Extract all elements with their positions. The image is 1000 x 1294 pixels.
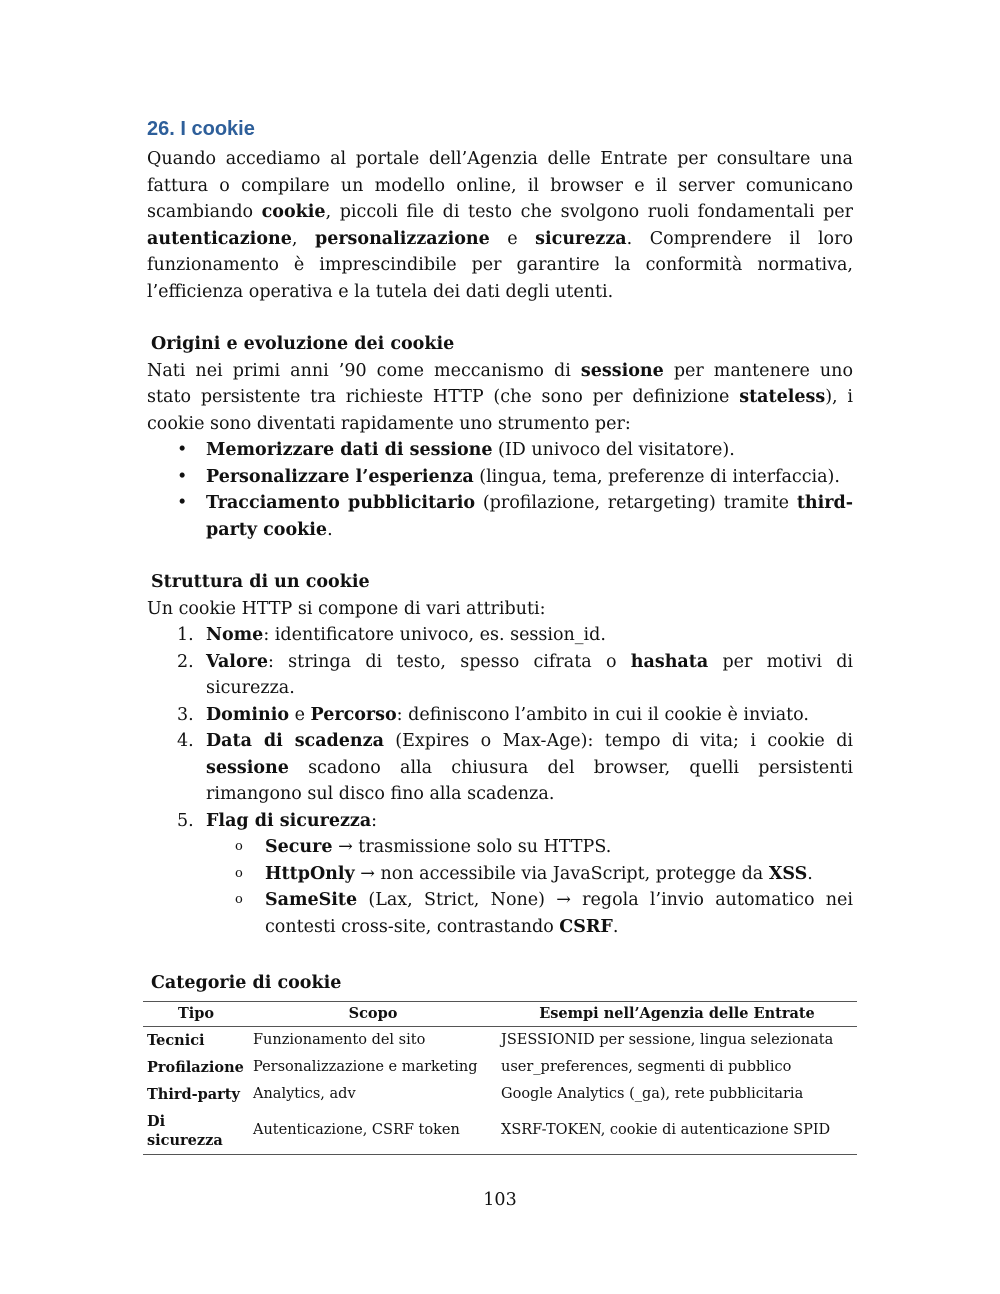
document-page xyxy=(147,116,853,1155)
table-cell: Autenticazione, CSRF token xyxy=(249,1108,497,1155)
table-cell: user_preferences, segmenti di pubblico xyxy=(501,1058,792,1075)
list-item: 1. Nome: identificatore univoco, es. session_id. xyxy=(177,625,606,645)
list-item: 3. Dominio e Percorso: definiscono l’ambito in cui il cookie è inviato. xyxy=(177,704,809,725)
list-item: 4. Data di scadenza (Expires o Max-Age): tempo di vita; i cookie di sessione scadono alla chiusura del browser, quelli persistenti rimangono sul disco fino alla scadenza. xyxy=(177,731,853,804)
security-flags-list xyxy=(147,834,853,940)
list-item: o Secure → trasmissione solo su HTTPS. xyxy=(147,834,853,861)
table-row xyxy=(143,1054,857,1081)
section-title: 26. I cookie xyxy=(147,118,255,140)
categories-table xyxy=(143,1001,857,1155)
structure-intro: Un cookie HTTP si compone di vari attributi: xyxy=(147,598,546,619)
list-item: • Personalizzare l’esperienza (lingua, tema, preferenze di interfaccia). xyxy=(147,464,853,491)
intro-paragraph: Quando accediamo al portale dell’Agenzia delle Entrate per consultare una fattura o compilare un modello online, il browser e il server comunicano scambiando cookie, piccoli file di testo che svolgono ruoli fondamentali per autenticazione, personalizzazione e sicurezza. Comprendere il loro funzionamento è imprescindibile per garantire la conformità normativa, l’efficienza operativa e la tutela dei dati degli utenti. xyxy=(147,149,853,302)
origins-heading: Origini e evoluzione dei cookie xyxy=(151,334,455,354)
structure-numbered-list xyxy=(147,622,853,834)
table-cell: Google Analytics (_ga), rete pubblicitaria xyxy=(501,1085,804,1102)
table-cell: Tecnici xyxy=(147,1031,205,1049)
table-cell: JSESSIONID per sessione, lingua selezionata xyxy=(501,1031,834,1048)
table-cell: Personalizzazione e marketing xyxy=(253,1058,478,1075)
origins-bullet-list xyxy=(147,437,853,543)
origins-paragraph: Nati nei primi anni ’90 come meccanismo di sessione per mantenere uno stato persistente tra richieste HTTP (che sono per definizione stateless), i cookie sono diventati rapidamente uno strumento per: xyxy=(147,360,853,434)
list-item: • Memorizzare dati di sessione (ID univoco del visitatore). xyxy=(147,437,853,464)
column-header: Scopo xyxy=(249,1001,497,1026)
list-item: o SameSite (Lax, Strict, None) → regola l’invio automatico nei contesti cross-site, contrastando CSRF. xyxy=(147,887,853,940)
table-cell: Di sicurezza xyxy=(143,1108,249,1155)
table-row xyxy=(143,1081,857,1108)
table-cell: Profilazione xyxy=(147,1058,244,1076)
table-cell: XSRF-TOKEN, cookie di autenticazione SPID xyxy=(497,1108,857,1155)
table-cell: Funzionamento del sito xyxy=(253,1031,426,1048)
table-row xyxy=(143,1108,857,1155)
categories-heading: Categorie di cookie xyxy=(151,973,342,993)
list-item: • Tracciamento pubblicitario (profilazione, retargeting) tramite third-party cookie. xyxy=(147,490,853,543)
list-item: 5. Flag di sicurezza: xyxy=(177,810,378,831)
list-item: o HttpOnly → non accessibile via JavaScript, protegge da XSS. xyxy=(147,861,853,888)
structure-heading: Struttura di un cookie xyxy=(151,572,370,592)
table-row xyxy=(143,1026,857,1054)
column-header: Tipo xyxy=(143,1001,249,1026)
page-number: 103 xyxy=(483,1190,517,1210)
table-cell: Analytics, adv xyxy=(253,1085,356,1102)
table-header-row xyxy=(143,1001,857,1026)
column-header: Esempi nell’Agenzia delle Entrate xyxy=(497,1001,857,1026)
list-item: 2. Valore: stringa di testo, spesso cifrata o hashata per motivi di sicurezza. xyxy=(177,651,854,698)
table-cell: Third-party xyxy=(147,1085,240,1103)
